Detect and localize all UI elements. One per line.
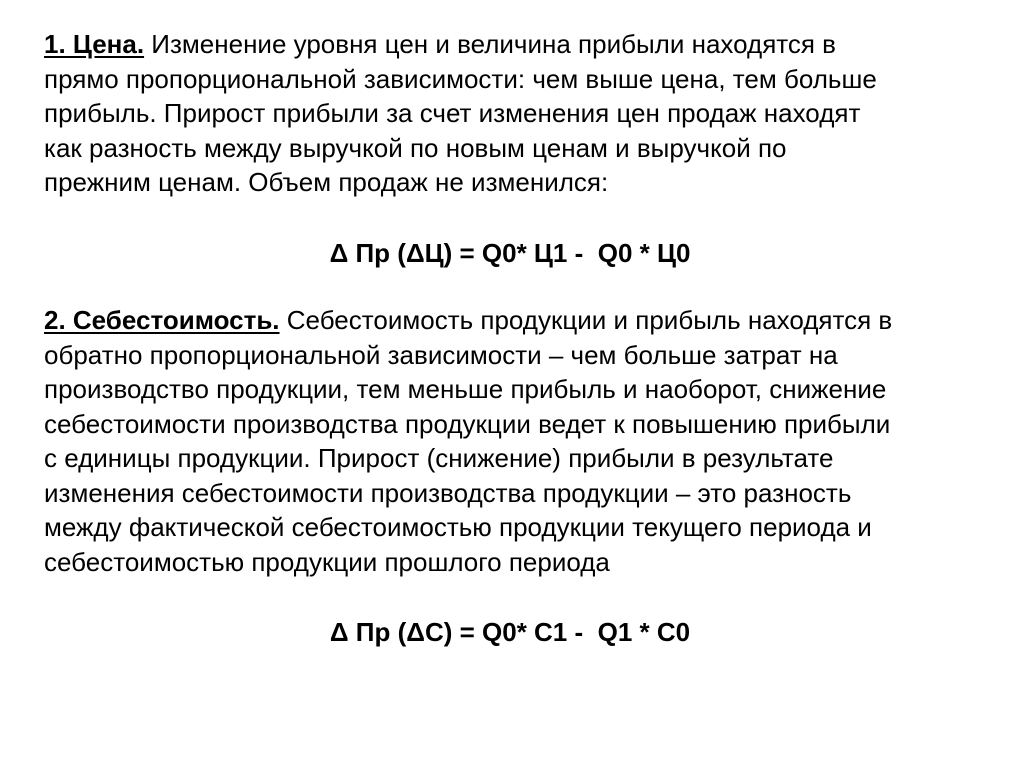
price-formula: Δ Пр (ΔЦ) = Q0* Ц1 - Q0 * Ц0 [329,238,691,268]
price-heading: 1. Цена. [44,29,145,59]
cost-text-line-5: с единицы продукции. Прирост (снижение) прибыли в результате [44,443,834,473]
price-line-1 [44,27,994,62]
cost-text-line-7: между фактической себестоимостью продукции текущего периода и [44,512,872,542]
price-text-line-4: как разность между выручкой по новым ценам и выручкой по [44,132,787,163]
cost-heading: 2. Себестоимость. [44,305,280,335]
cost-text-line-2: обратно пропорциональной зависимости – чем больше затрат на [44,339,838,370]
cost-text-line-6: изменения себестоимости производства продукции – это разность [44,477,852,508]
cost-formula: Δ Пр (ΔС) = Q0* С1 - Q1 * С0 [329,617,691,647]
price-text-line-5: прежним ценам. Объем продаж не изменился: [44,167,609,197]
cost-text-line-4: себестоимости производства продукции ведет к повышению прибыли [44,408,891,439]
cost-text-line-3: производство продукции, тем меньше прибыль и наоборот, снижение [44,374,887,404]
price-text-line-1: Изменение уровня цен и величина прибыли находятся в [144,29,836,59]
cost-line-1 [44,303,994,338]
cost-paragraph [44,303,994,579]
price-text-line-2: прямо пропорциональной зависимости: чем выше цена, тем больше [44,63,877,94]
price-paragraph [44,27,994,200]
price-text-line-3: прибыль. Прирост прибыли за счет изменения цен продаж находят [44,98,861,128]
cost-text-line-1: Себестоимость продукции и прибыль находятся в [279,305,893,335]
cost-text-line-8: себестоимостью продукции прошлого периода [44,546,610,577]
